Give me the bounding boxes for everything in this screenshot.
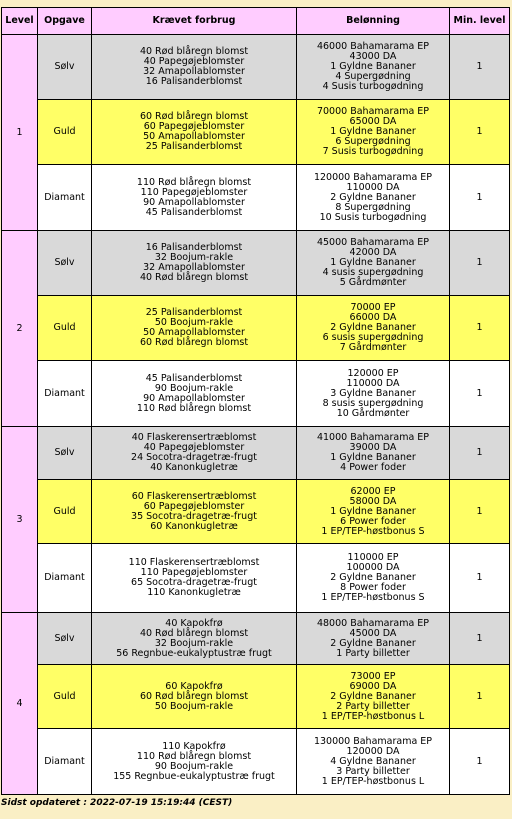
required-item: 40 Kanonkugletræ bbox=[150, 462, 238, 473]
required-item: 60 Flaskerensertræblomst bbox=[131, 490, 257, 502]
reward-item: 4 Gyldne Bananer bbox=[330, 755, 416, 767]
reward-item: 2 Gyldne Bananer bbox=[330, 191, 416, 203]
table-row bbox=[2, 35, 510, 100]
table-row bbox=[2, 100, 510, 165]
reward-item: 6 susis supergødning bbox=[322, 332, 424, 343]
required-item: 45 Palisanderblomst bbox=[145, 372, 243, 384]
header-task: Opgave bbox=[38, 8, 92, 35]
required-item: 60 Rød blåregn blomst bbox=[139, 337, 249, 348]
required-item: 50 Boojum-rakle bbox=[154, 317, 234, 328]
required-item: 90 Boojum-rakle bbox=[154, 760, 234, 772]
reward-item: 8 susis supergødning bbox=[322, 397, 424, 409]
reward-item: 45000 Bahamarama EP bbox=[316, 237, 430, 248]
required-item: 110 Kanonkugletræ bbox=[147, 587, 241, 598]
reward-cell bbox=[297, 165, 450, 231]
required-consumption-cell bbox=[92, 665, 297, 729]
reward-item: 7 Susis turbogødning bbox=[322, 146, 424, 157]
reward-item: 2 Gyldne Bananer bbox=[330, 637, 416, 649]
required-item: 110 Papegøjeblomster bbox=[140, 186, 248, 198]
reward-item: 4 susis supergødning bbox=[322, 267, 424, 278]
reward-item: 1 Gyldne Bananer bbox=[330, 505, 416, 517]
reward-item: 45000 DA bbox=[349, 627, 397, 639]
required-item: 40 Papegøjeblomster bbox=[143, 56, 245, 67]
min-level-cell: 1 bbox=[450, 665, 510, 729]
min-level-cell: 1 bbox=[450, 231, 510, 296]
reward-item: 6 Supergødning bbox=[335, 136, 411, 147]
reward-cell bbox=[297, 296, 450, 361]
required-item: 60 Rød blåregn blomst bbox=[139, 111, 249, 122]
header-min-level: Min. level bbox=[450, 8, 510, 35]
task-cell: Diamant bbox=[38, 361, 92, 427]
required-consumption-cell bbox=[92, 296, 297, 361]
reward-item: 1 Gyldne Bananer bbox=[330, 126, 416, 137]
required-item: 60 Kapokfrø bbox=[165, 680, 223, 692]
required-item: 60 Rød blåregn blomst bbox=[139, 690, 249, 702]
reward-item: 65000 DA bbox=[349, 116, 397, 127]
required-item: 45 Palisanderblomst bbox=[145, 206, 243, 218]
required-item: 32 Boojum-rakle bbox=[154, 252, 234, 263]
min-level-cell: 1 bbox=[450, 544, 510, 613]
reward-item: 70000 EP bbox=[350, 302, 396, 313]
min-level-cell: 1 bbox=[450, 361, 510, 427]
reward-item: 130000 Bahamarama EP bbox=[313, 735, 433, 747]
required-item: 32 Amapollablomster bbox=[143, 66, 245, 77]
task-cell: Sølv bbox=[38, 613, 92, 665]
reward-item: 1 EP/TEP-høstbonus L bbox=[321, 775, 425, 787]
required-consumption-cell bbox=[92, 613, 297, 665]
required-item: 40 Rød blåregn blomst bbox=[139, 627, 249, 639]
required-consumption-cell bbox=[92, 100, 297, 165]
table-row bbox=[2, 613, 510, 665]
required-consumption-cell bbox=[92, 361, 297, 427]
required-consumption-cell bbox=[92, 35, 297, 100]
required-item: 90 Amapollablomster bbox=[143, 196, 245, 208]
required-item: 90 Amapollablomster bbox=[143, 392, 245, 404]
required-consumption-cell bbox=[92, 165, 297, 231]
required-item: 110 Rød blåregn blomst bbox=[136, 402, 252, 414]
table-row bbox=[2, 231, 510, 296]
task-cell: Diamant bbox=[38, 165, 92, 231]
last-updated-text: Sidst opdateret : 2022-07-19 15:19:44 (CEST) bbox=[1, 798, 233, 808]
required-item: 25 Palisanderblomst bbox=[145, 141, 243, 152]
reward-item: 10 Gårdmønter bbox=[336, 407, 410, 419]
required-item: 60 Papegøjeblomster bbox=[143, 121, 245, 132]
reward-item: 120000 EP bbox=[347, 367, 399, 379]
reward-item: 62000 EP bbox=[350, 485, 396, 497]
rewards-table bbox=[1, 7, 510, 795]
reward-item: 2 Gyldne Bananer bbox=[330, 690, 416, 702]
required-item: 40 Flaskerensertræblomst bbox=[131, 432, 257, 443]
required-item: 16 Palisanderblomst bbox=[145, 76, 243, 87]
min-level-cell: 1 bbox=[450, 480, 510, 544]
reward-item: 73000 EP bbox=[350, 670, 396, 682]
required-item: 16 Palisanderblomst bbox=[145, 242, 243, 253]
reward-item: 3 Gyldne Bananer bbox=[330, 387, 416, 399]
min-level-cell: 1 bbox=[450, 35, 510, 100]
level-cell: 4 bbox=[2, 613, 38, 795]
reward-item: 41000 Bahamarama EP bbox=[316, 432, 430, 443]
reward-item: 7 Gårdmønter bbox=[339, 342, 407, 353]
required-item: 110 Papegøjeblomster bbox=[140, 567, 248, 578]
reward-item: 1 EP/TEP-høstbonus L bbox=[321, 710, 425, 722]
reward-item: 58000 DA bbox=[349, 495, 397, 507]
reward-item: 66000 DA bbox=[349, 312, 397, 323]
required-consumption-cell bbox=[92, 480, 297, 544]
reward-item: 1 Gyldne Bananer bbox=[330, 257, 416, 268]
reward-item: 120000 Bahamarama EP bbox=[313, 171, 433, 183]
reward-item: 5 Gårdmønter bbox=[339, 277, 407, 288]
reward-item: 3 Party billetter bbox=[336, 765, 410, 777]
min-level-cell: 1 bbox=[450, 100, 510, 165]
reward-item: 8 Power foder bbox=[340, 582, 406, 593]
reward-cell bbox=[297, 361, 450, 427]
level-cell: 2 bbox=[2, 231, 38, 427]
reward-item: 100000 DA bbox=[346, 562, 400, 573]
reward-cell bbox=[297, 480, 450, 544]
reward-cell bbox=[297, 665, 450, 729]
table-row bbox=[2, 427, 510, 480]
reward-item: 2 Gyldne Bananer bbox=[330, 322, 416, 333]
required-item: 60 Kanonkugletræ bbox=[150, 520, 238, 532]
required-item: 40 Kapokfrø bbox=[165, 617, 223, 629]
reward-cell bbox=[297, 613, 450, 665]
task-cell: Guld bbox=[38, 665, 92, 729]
reward-cell bbox=[297, 729, 450, 795]
required-consumption-cell bbox=[92, 544, 297, 613]
task-cell: Diamant bbox=[38, 729, 92, 795]
table-row bbox=[2, 544, 510, 613]
task-cell: Diamant bbox=[38, 544, 92, 613]
reward-item: 10 Susis turbogødning bbox=[319, 211, 427, 223]
level-cell: 3 bbox=[2, 427, 38, 613]
reward-item: 42000 DA bbox=[349, 247, 397, 258]
reward-cell bbox=[297, 231, 450, 296]
required-item: 155 Regnbue-eukalyptustræ frugt bbox=[113, 770, 275, 782]
required-item: 60 Papegøjeblomster bbox=[143, 500, 245, 512]
reward-item: 6 Power foder bbox=[340, 515, 406, 527]
reward-item: 110000 DA bbox=[346, 181, 400, 193]
min-level-cell: 1 bbox=[450, 613, 510, 665]
reward-item: 110000 EP bbox=[347, 552, 399, 563]
required-item: 110 Rød blåregn blomst bbox=[136, 176, 252, 188]
reward-item: 48000 Bahamarama EP bbox=[316, 617, 430, 629]
required-item: 32 Amapollablomster bbox=[143, 262, 245, 273]
required-consumption-cell bbox=[92, 427, 297, 480]
task-cell: Guld bbox=[38, 296, 92, 361]
table-row bbox=[2, 665, 510, 729]
level-cell: 1 bbox=[2, 35, 38, 231]
reward-item: 1 Party billetter bbox=[336, 647, 410, 659]
reward-cell bbox=[297, 544, 450, 613]
header-required-consumption: Krævet forbrug bbox=[92, 8, 297, 35]
reward-item: 2 Gyldne Bananer bbox=[330, 572, 416, 583]
required-item: 25 Palisanderblomst bbox=[145, 307, 243, 318]
reward-item: 69000 DA bbox=[349, 680, 397, 692]
reward-item: 1 Gyldne Bananer bbox=[330, 452, 416, 463]
table-row bbox=[2, 480, 510, 544]
required-item: 56 Regnbue-eukalyptustræ frugt bbox=[116, 647, 272, 659]
reward-item: 4 Supergødning bbox=[335, 71, 411, 82]
reward-item: 39000 DA bbox=[349, 442, 397, 453]
table-row bbox=[2, 296, 510, 361]
table-row bbox=[2, 361, 510, 427]
table-header-row bbox=[2, 8, 510, 35]
reward-item: 70000 Bahamarama EP bbox=[316, 106, 430, 117]
task-cell: Sølv bbox=[38, 35, 92, 100]
required-item: 110 Flaskerensertræblomst bbox=[128, 557, 260, 568]
reward-item: 1 EP/TEP-høstbonus S bbox=[321, 592, 425, 603]
reward-item: 110000 DA bbox=[346, 377, 400, 389]
required-item: 35 Socotra-dragetræ-frugt bbox=[131, 510, 257, 522]
reward-item: 120000 DA bbox=[346, 745, 400, 757]
required-item: 50 Amapollablomster bbox=[143, 131, 245, 142]
reward-item: 1 Gyldne Bananer bbox=[330, 61, 416, 72]
min-level-cell: 1 bbox=[450, 296, 510, 361]
task-cell: Guld bbox=[38, 100, 92, 165]
task-cell: Sølv bbox=[38, 231, 92, 296]
required-item: 110 Kapokfrø bbox=[162, 740, 226, 752]
reward-cell bbox=[297, 427, 450, 480]
table-row bbox=[2, 165, 510, 231]
reward-item: 46000 Bahamarama EP bbox=[316, 41, 430, 52]
table-row bbox=[2, 729, 510, 795]
reward-item: 1 EP/TEP-høstbonus S bbox=[321, 525, 425, 537]
required-item: 24 Socotra-dragetræ-frugt bbox=[131, 452, 257, 463]
reward-cell bbox=[297, 100, 450, 165]
reward-item: 4 Power foder bbox=[340, 462, 406, 473]
required-item: 90 Boojum-rakle bbox=[154, 382, 234, 394]
header-reward: Belønning bbox=[297, 8, 450, 35]
reward-item: 8 Supergødning bbox=[335, 201, 411, 213]
reward-item: 43000 DA bbox=[349, 51, 397, 62]
task-cell: Sølv bbox=[38, 427, 92, 480]
task-cell: Guld bbox=[38, 480, 92, 544]
required-item: 110 Rød blåregn blomst bbox=[136, 750, 252, 762]
reward-item: 4 Susis turbogødning bbox=[322, 81, 424, 92]
required-item: 65 Socotra-dragetræ-frugt bbox=[131, 577, 257, 588]
required-item: 32 Boojum-rakle bbox=[154, 637, 234, 649]
reward-item: 2 Party billetter bbox=[336, 700, 410, 712]
required-item: 40 Papegøjeblomster bbox=[143, 442, 245, 453]
required-item: 50 Amapollablomster bbox=[143, 327, 245, 338]
required-item: 40 Rød blåregn blomst bbox=[139, 272, 249, 283]
required-consumption-cell bbox=[92, 729, 297, 795]
required-item: 40 Rød blåregn blomst bbox=[139, 46, 249, 57]
min-level-cell: 1 bbox=[450, 427, 510, 480]
required-item: 50 Boojum-rakle bbox=[154, 700, 234, 712]
required-consumption-cell bbox=[92, 231, 297, 296]
min-level-cell: 1 bbox=[450, 729, 510, 795]
min-level-cell: 1 bbox=[450, 165, 510, 231]
header-level: Level bbox=[2, 8, 38, 35]
reward-cell bbox=[297, 35, 450, 100]
